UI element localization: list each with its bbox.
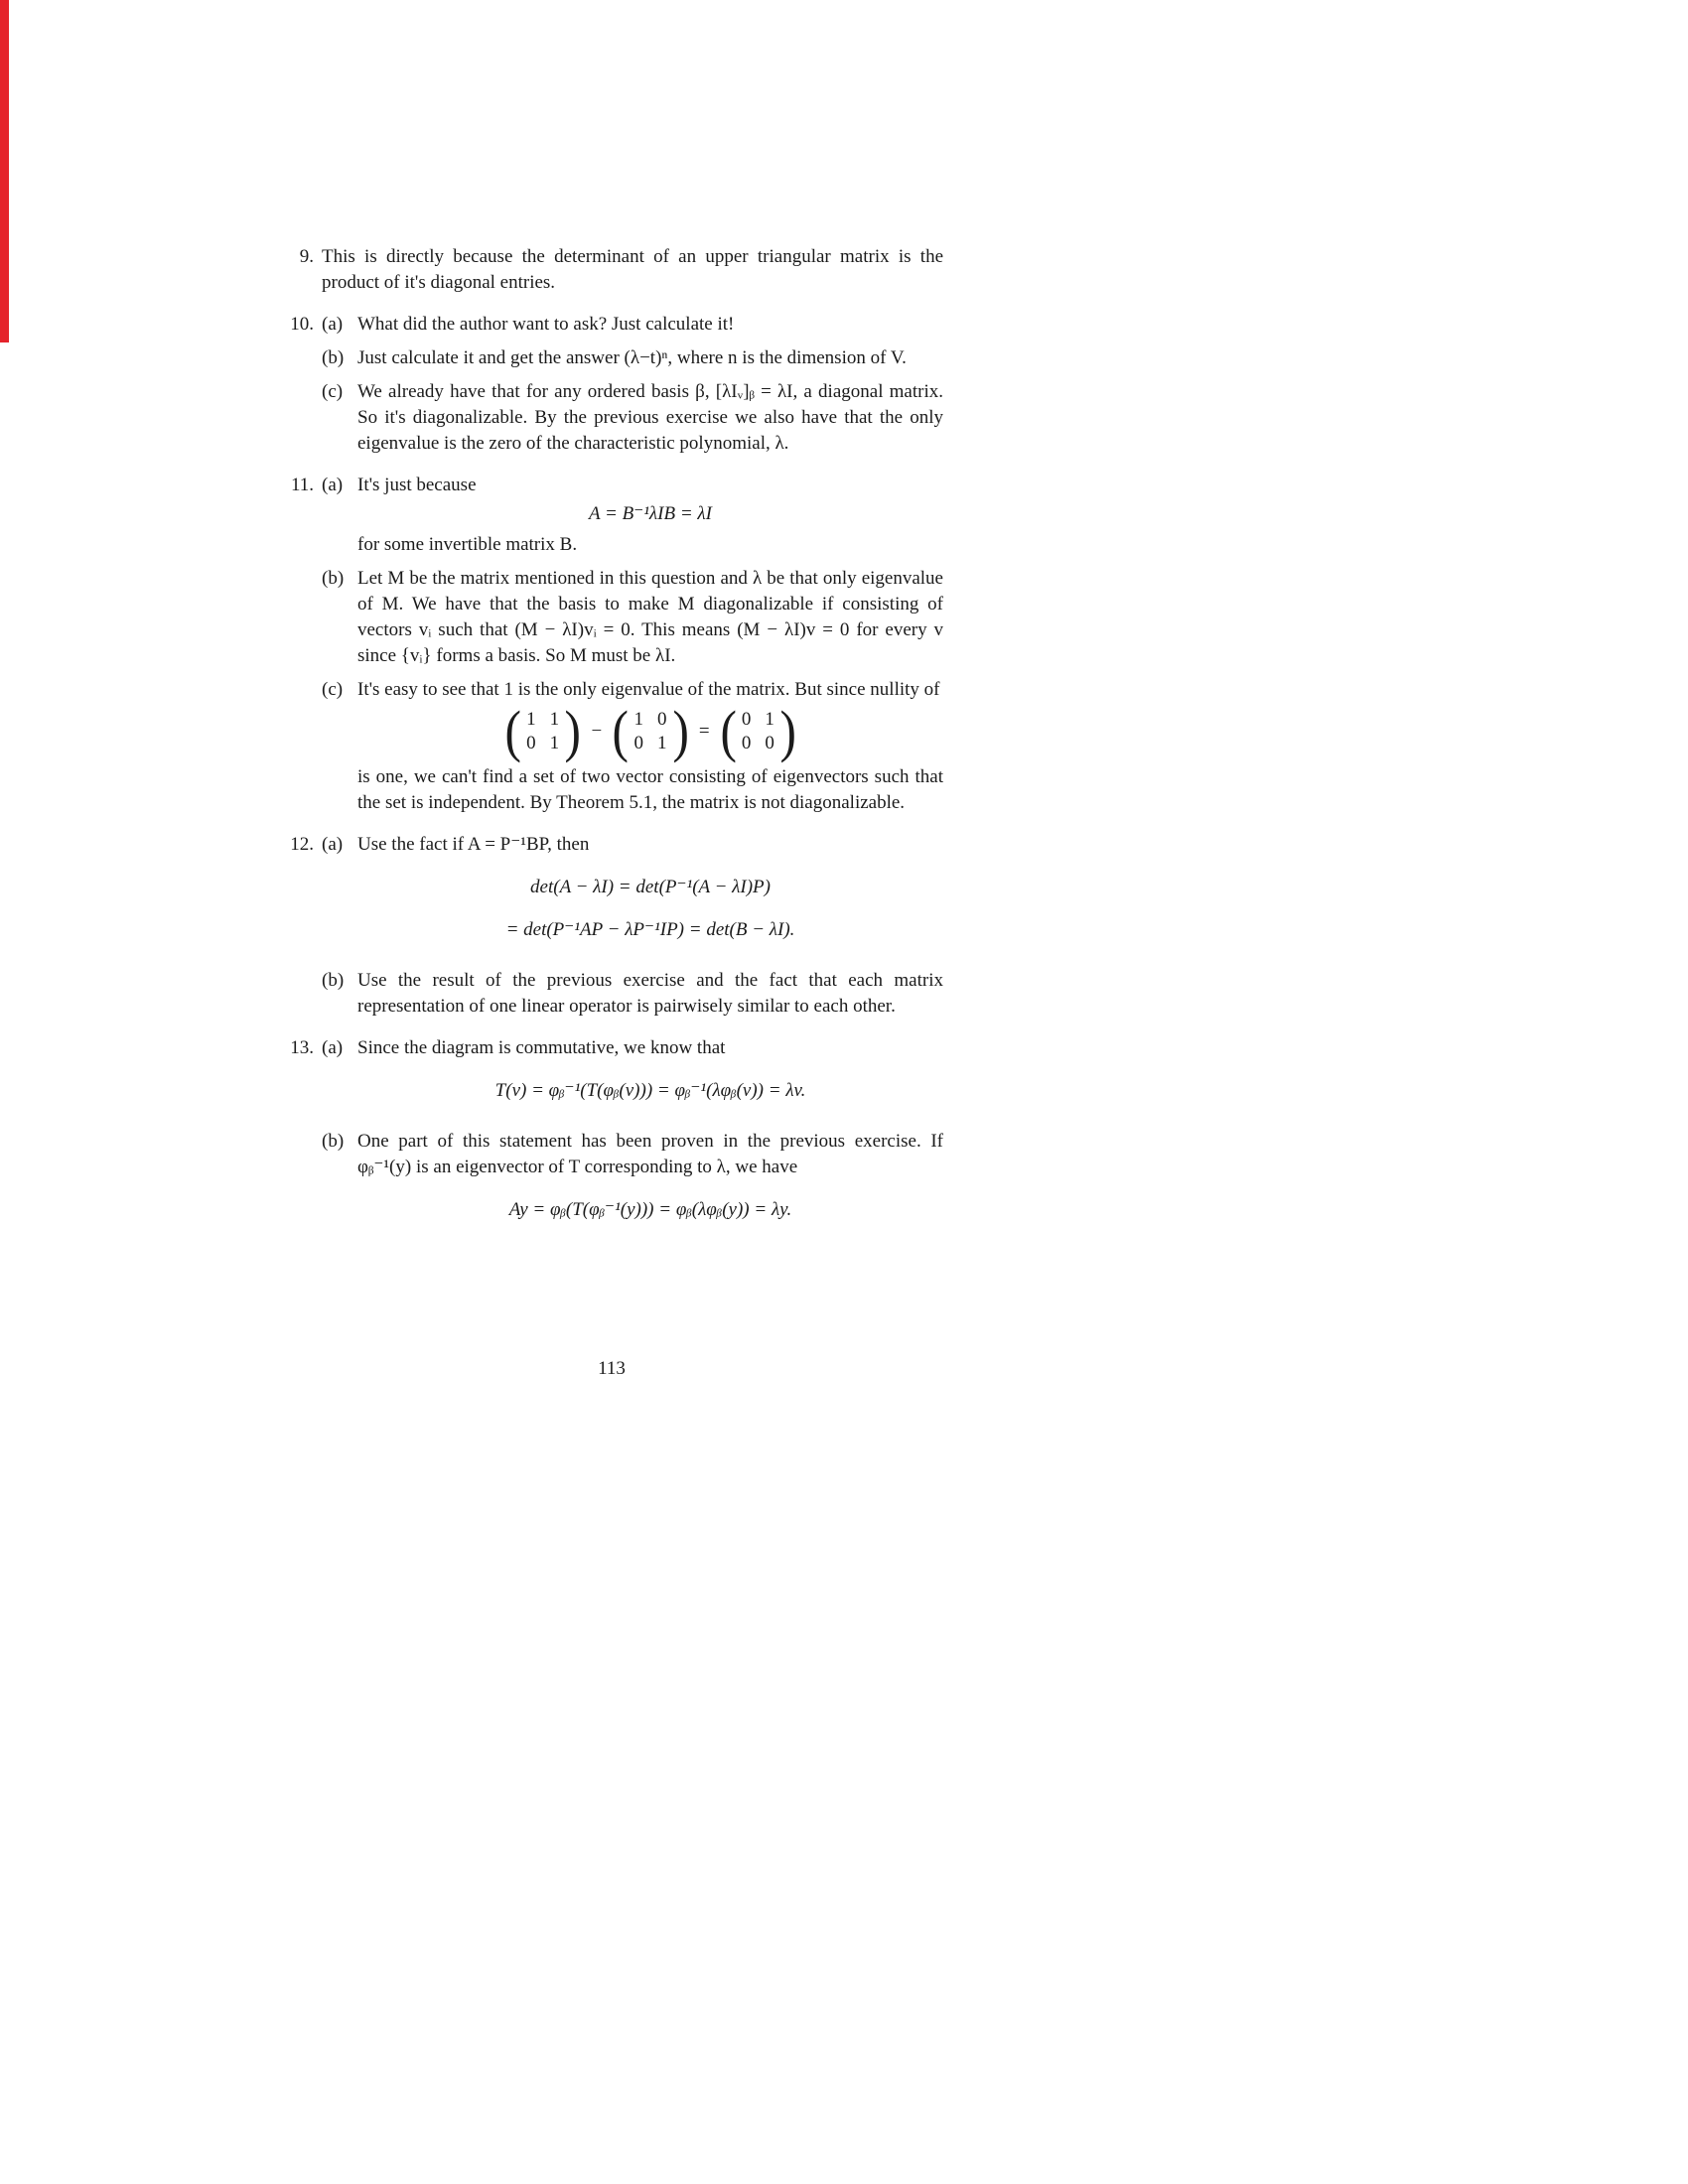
matrix-left-paren: ( xyxy=(504,699,521,763)
red-edge-strip xyxy=(0,0,9,342)
part-b xyxy=(322,566,943,669)
matrix-1 xyxy=(503,699,583,763)
matrix-entry: 0 xyxy=(765,733,774,753)
part-c xyxy=(322,379,943,457)
equals-operator: = xyxy=(698,721,710,742)
matrix-entry: 1 xyxy=(549,709,560,730)
part-label: (a) xyxy=(322,834,344,855)
matrix-entry: 1 xyxy=(526,709,536,730)
part-text: Just calculate it and get the answer (λ−t)ⁿ, where n is the dimension of V. xyxy=(357,347,907,368)
part-text: Since the diagram is commutative, we know that xyxy=(357,1037,726,1058)
item-body xyxy=(322,312,943,457)
page-number: 113 xyxy=(598,1358,626,1379)
item-number: 12. xyxy=(290,834,314,855)
item-number: 10. xyxy=(290,314,314,335)
part-body xyxy=(357,1035,943,1121)
part-label: (b) xyxy=(322,970,345,991)
matrix-entry: 1 xyxy=(549,733,560,753)
content-column xyxy=(280,244,943,1256)
matrix-entry: 1 xyxy=(633,709,643,730)
part-body xyxy=(357,473,943,558)
minus-operator: − xyxy=(591,721,603,742)
part-body xyxy=(357,832,943,960)
matrix-right-paren: ) xyxy=(671,699,689,763)
part-label: (b) xyxy=(322,1131,345,1152)
part-text: One part of this statement has been proven in the previous exercise. If φᵦ⁻¹(y) is an eigenvector of T corresponding to λ, we have xyxy=(357,1131,943,1177)
matrix-entry: 0 xyxy=(526,733,536,753)
solution-item-10 xyxy=(280,312,943,457)
part-text: What did the author want to ask? Just calculate it! xyxy=(357,314,735,335)
matrix-right-paren: ) xyxy=(779,699,796,763)
part-label: (a) xyxy=(322,475,344,495)
matrix-entry: 0 xyxy=(741,733,752,753)
display-equation: Ay = φᵦ(T(φᵦ⁻¹(y))) = φᵦ(λφᵦ(y)) = λy. xyxy=(508,1199,792,1220)
part-label: (a) xyxy=(322,1037,344,1058)
matrix-entry: 0 xyxy=(633,733,643,753)
part-a xyxy=(322,473,943,558)
matrix-entry: 0 xyxy=(741,709,752,730)
display-equation: = det(P⁻¹AP − λP⁻¹IP) = det(B − λI). xyxy=(505,919,795,940)
part-label: (a) xyxy=(322,314,344,335)
matrix-entries xyxy=(738,708,778,755)
part-b xyxy=(322,345,943,371)
matrix-right-paren: ) xyxy=(564,699,582,763)
display-equation: det(A − λI) = det(P⁻¹(A − λI)P) xyxy=(530,877,771,897)
part-a xyxy=(322,832,943,960)
part-text: Use the result of the previous exercise and the fact that each matrix representation of one linear operator is pairwisely similar to each other. xyxy=(357,970,943,1017)
part-body xyxy=(357,677,943,816)
part-body xyxy=(357,1129,943,1240)
solution-item-11 xyxy=(280,473,943,816)
solution-item-12 xyxy=(280,832,943,1020)
part-text: We already have that for any ordered basis β, [λIᵥ]ᵦ = λI, a diagonal matrix. So it's diagonalizable. By the previous exercise we also have that the only eigenvalue is the zero of the characteristic polynomial, λ. xyxy=(357,381,943,454)
matrix-entry: 1 xyxy=(765,709,774,730)
solution-item-9 xyxy=(280,244,943,296)
item-body xyxy=(322,244,943,296)
part-a xyxy=(322,1035,943,1121)
part-text: for some invertible matrix B. xyxy=(357,534,578,555)
part-text: Use the fact if A = P⁻¹BP, then xyxy=(357,834,590,855)
matrix-3 xyxy=(719,699,798,763)
part-text: It's just because xyxy=(357,475,477,495)
matrix-equation xyxy=(357,699,943,763)
part-c xyxy=(322,677,943,816)
part-text: is one, we can't find a set of two vector consisting of eigenvectors such that the set is independent. By Theorem 5.1, the matrix is not diagonalizable. xyxy=(357,766,943,813)
part-label: (b) xyxy=(322,347,345,368)
part-b xyxy=(322,968,943,1020)
item-body xyxy=(322,1035,943,1240)
part-text: Let M be the matrix mentioned in this question and λ be that only eigenvalue of M. We have that the basis to make M diagonalizable if consisting of vectors vᵢ such that (M − λI)vᵢ = 0. This means (M − λI)v = 0 for every v since {vᵢ} forms a basis. So M must be λI. xyxy=(357,568,943,666)
display-equation: T(v) = φᵦ⁻¹(T(φᵦ(v))) = φᵦ⁻¹(λφᵦ(v)) = λv. xyxy=(494,1080,806,1101)
matrix-entry: 0 xyxy=(657,709,667,730)
item-text: This is directly because the determinant of an upper triangular matrix is the product of it's diagonal entries. xyxy=(322,246,943,293)
matrix-left-paren: ( xyxy=(612,699,630,763)
item-number: 13. xyxy=(290,1037,314,1058)
part-label: (c) xyxy=(322,679,344,700)
part-a xyxy=(322,312,943,338)
solution-item-13 xyxy=(280,1035,943,1240)
item-body xyxy=(322,832,943,1020)
matrix-entry: 1 xyxy=(657,733,667,753)
part-label: (c) xyxy=(322,381,344,402)
matrix-left-paren: ( xyxy=(719,699,737,763)
item-body xyxy=(322,473,943,816)
item-number: 9. xyxy=(299,246,314,267)
matrix-2 xyxy=(611,699,690,763)
item-number: 11. xyxy=(290,475,314,495)
matrix-entries xyxy=(631,708,671,755)
part-text: It's easy to see that 1 is the only eigenvalue of the matrix. But since nullity of xyxy=(357,679,940,700)
part-label: (b) xyxy=(322,568,345,589)
part-b xyxy=(322,1129,943,1240)
display-equation: A = B⁻¹λIB = λI xyxy=(589,503,712,524)
matrix-entries xyxy=(522,708,563,755)
